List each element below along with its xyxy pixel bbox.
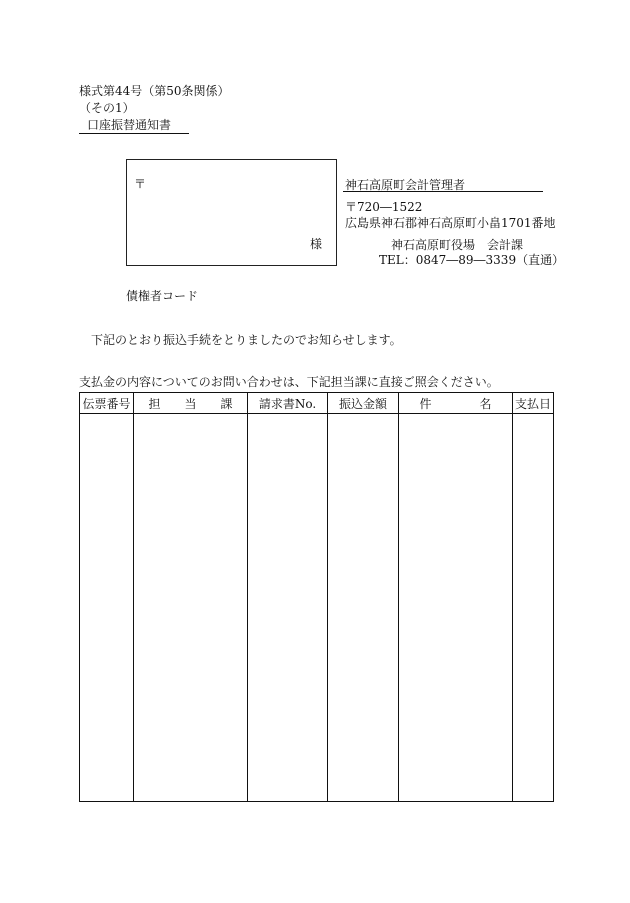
sender-office: 神石高原町役場 会計課 xyxy=(391,238,524,252)
cell-department xyxy=(134,414,248,802)
sender-address: 広島県神石郡神石高原町小畠1701番地 xyxy=(345,216,556,230)
table-body-row xyxy=(80,414,554,802)
form-number: 様式第44号（第50条関係） xyxy=(79,84,230,98)
sender-name: 神石高原町会計管理者 xyxy=(345,178,466,192)
postal-mark: 〒 xyxy=(134,177,147,191)
sender-postal: 〒720―1522 xyxy=(345,200,423,214)
payment-detail-table xyxy=(79,392,554,802)
form-sub-number: （その1） xyxy=(79,101,135,115)
header-subject: 件 名 xyxy=(399,393,513,414)
cell-transfer-amount xyxy=(328,414,399,802)
cell-payment-date xyxy=(513,414,554,802)
notice-text: 下記のとおり振込手続をとりましたのでお知らせします。 xyxy=(91,333,402,347)
header-invoice-number: 請求書No. xyxy=(248,393,328,414)
table-header-row xyxy=(80,393,554,414)
recipient-address-box xyxy=(126,159,337,266)
header-payment-date: 支払日 xyxy=(513,393,554,414)
cell-invoice-number xyxy=(248,414,328,802)
sender-name-underline xyxy=(343,191,543,192)
honorific-sama: 様 xyxy=(310,237,323,251)
cell-slip-number xyxy=(80,414,134,802)
creditor-code-label: 債権者コード xyxy=(126,289,199,303)
header-slip-number: 伝票番号 xyxy=(80,393,134,414)
header-department: 担 当 課 xyxy=(134,393,248,414)
inquiry-text: 支払金の内容についてのお問い合わせは、下記担当課に直接ご照会ください。 xyxy=(79,375,499,389)
header-transfer-amount: 振込金額 xyxy=(328,393,399,414)
cell-subject xyxy=(399,414,513,802)
sender-tel: TEL：0847―89―3339（直通） xyxy=(379,253,565,267)
document-title: 口座振替通知書 xyxy=(79,118,189,134)
